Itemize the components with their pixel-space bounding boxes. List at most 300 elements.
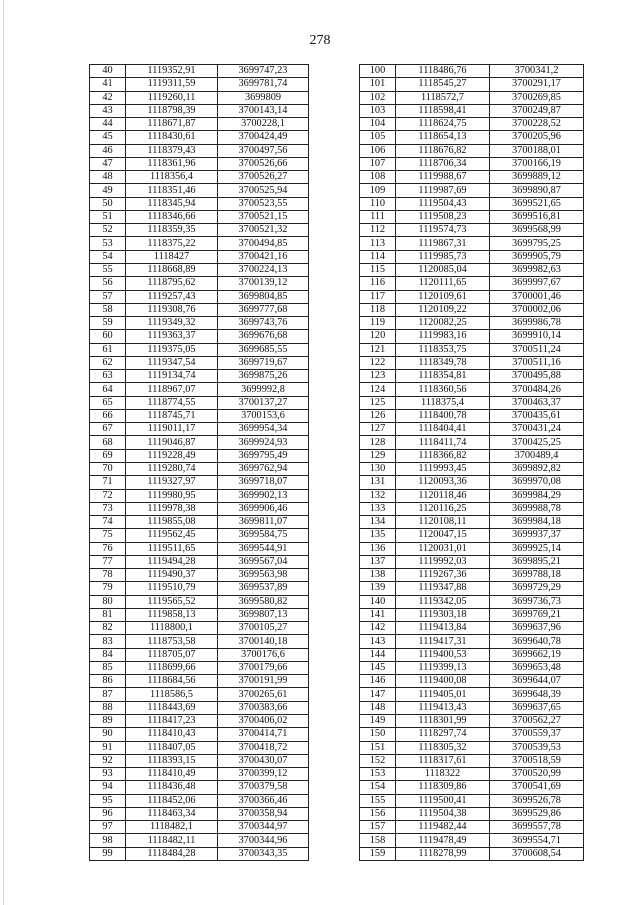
table-row (90, 277, 309, 290)
y-coordinate-cell: 3700424,49 (218, 131, 309, 144)
point-number-cell: 58 (90, 303, 126, 316)
y-coordinate-cell: 3699648,39 (490, 688, 584, 701)
x-coordinate-cell: 1118301,99 (396, 715, 490, 728)
x-coordinate-cell: 1119855,08 (126, 516, 218, 529)
y-coordinate-cell: 3699554,71 (490, 834, 584, 847)
y-coordinate-cell: 3700379,58 (218, 781, 309, 794)
point-number-cell: 84 (90, 648, 126, 661)
point-number-cell: 53 (90, 237, 126, 250)
point-number-cell: 116 (360, 277, 396, 290)
table-row (360, 794, 584, 807)
point-number-cell: 52 (90, 224, 126, 237)
y-coordinate-cell: 3700188,01 (490, 144, 584, 157)
point-number-cell: 45 (90, 131, 126, 144)
x-coordinate-cell: 1118671,87 (126, 118, 218, 131)
table-row (360, 489, 584, 502)
point-number-cell: 115 (360, 263, 396, 276)
y-coordinate-cell: 3700526,66 (218, 157, 309, 170)
table-row (90, 715, 309, 728)
x-coordinate-cell: 1118482,1 (126, 821, 218, 834)
point-number-cell: 83 (90, 635, 126, 648)
x-coordinate-cell: 1119993,45 (396, 462, 490, 475)
y-coordinate-cell: 3699902,13 (218, 489, 309, 502)
y-coordinate-cell: 3700269,85 (490, 91, 584, 104)
y-coordinate-cell: 3699544,91 (218, 542, 309, 555)
x-coordinate-cell: 1118463,34 (126, 807, 218, 820)
x-coordinate-cell: 1118354,81 (396, 370, 490, 383)
point-number-cell: 66 (90, 409, 126, 422)
y-coordinate-cell: 3700139,12 (218, 277, 309, 290)
point-number-cell: 64 (90, 383, 126, 396)
y-coordinate-cell: 3700176,6 (218, 648, 309, 661)
point-number-cell: 91 (90, 741, 126, 754)
x-coordinate-cell: 1119280,74 (126, 462, 218, 475)
point-number-cell: 48 (90, 171, 126, 184)
table-row (360, 648, 584, 661)
y-coordinate-cell: 3700526,27 (218, 171, 309, 184)
table-row (90, 303, 309, 316)
point-number-cell: 139 (360, 582, 396, 595)
table-row (360, 728, 584, 741)
x-coordinate-cell: 1118795,62 (126, 277, 218, 290)
x-coordinate-cell: 1118967,07 (126, 383, 218, 396)
x-coordinate-cell: 1120109,61 (396, 290, 490, 303)
point-number-cell: 144 (360, 648, 396, 661)
x-coordinate-cell: 1118322 (396, 768, 490, 781)
x-coordinate-cell: 1119405,01 (396, 688, 490, 701)
point-number-cell: 80 (90, 595, 126, 608)
x-coordinate-cell: 1118375,4 (396, 396, 490, 409)
table-row (360, 224, 584, 237)
table-row (360, 65, 584, 78)
y-coordinate-cell: 3700143,14 (218, 104, 309, 117)
x-coordinate-cell: 1118676,82 (396, 144, 490, 157)
y-coordinate-cell: 3699982,63 (490, 263, 584, 276)
y-coordinate-cell: 3700137,27 (218, 396, 309, 409)
table-row (360, 436, 584, 449)
x-coordinate-cell: 1119134,74 (126, 370, 218, 383)
point-number-cell: 136 (360, 542, 396, 555)
point-number-cell: 41 (90, 78, 126, 91)
table-row (90, 409, 309, 422)
point-number-cell: 158 (360, 834, 396, 847)
point-number-cell: 137 (360, 555, 396, 568)
y-coordinate-cell: 3699954,34 (218, 423, 309, 436)
x-coordinate-cell: 1119980,95 (126, 489, 218, 502)
point-number-cell: 78 (90, 569, 126, 582)
y-coordinate-cell: 3700366,46 (218, 794, 309, 807)
x-coordinate-cell: 1118598,41 (396, 104, 490, 117)
table-row (90, 157, 309, 170)
table-row (360, 661, 584, 674)
x-coordinate-cell: 1118798,39 (126, 104, 218, 117)
x-coordinate-cell: 1118404,41 (396, 423, 490, 436)
y-coordinate-cell: 3700249,87 (490, 104, 584, 117)
y-coordinate-cell: 3699905,79 (490, 250, 584, 263)
y-coordinate-cell: 3700153,6 (218, 409, 309, 422)
x-coordinate-cell: 1119011,17 (126, 423, 218, 436)
y-coordinate-cell: 3699895,21 (490, 555, 584, 568)
y-coordinate-cell: 3699644,07 (490, 675, 584, 688)
table-row (90, 781, 309, 794)
point-number-cell: 105 (360, 131, 396, 144)
y-coordinate-cell: 3699788,18 (490, 569, 584, 582)
y-coordinate-cell: 3700228,52 (490, 118, 584, 131)
point-number-cell: 141 (360, 608, 396, 621)
point-number-cell: 123 (360, 370, 396, 383)
y-coordinate-cell: 3700228,1 (218, 118, 309, 131)
point-number-cell: 156 (360, 807, 396, 820)
x-coordinate-cell: 1119046,87 (126, 436, 218, 449)
x-coordinate-cell: 1119375,05 (126, 343, 218, 356)
x-coordinate-cell: 1120093,36 (396, 476, 490, 489)
table-row (90, 675, 309, 688)
table-row (360, 144, 584, 157)
table-row (360, 118, 584, 131)
point-number-cell: 87 (90, 688, 126, 701)
point-number-cell: 143 (360, 635, 396, 648)
x-coordinate-cell: 1118443,69 (126, 701, 218, 714)
y-coordinate-cell: 3699521,65 (490, 197, 584, 210)
point-number-cell: 86 (90, 675, 126, 688)
x-coordinate-cell: 1118753,58 (126, 635, 218, 648)
y-coordinate-cell: 3699529,86 (490, 807, 584, 820)
y-coordinate-cell: 3700435,61 (490, 409, 584, 422)
table-row (90, 370, 309, 383)
point-number-cell: 75 (90, 529, 126, 542)
table-row (90, 622, 309, 635)
y-coordinate-cell: 3699557,78 (490, 821, 584, 834)
x-coordinate-cell: 1119490,37 (126, 569, 218, 582)
table-row (360, 78, 584, 91)
y-coordinate-cell: 3699777,68 (218, 303, 309, 316)
x-coordinate-cell: 1118654,13 (396, 131, 490, 144)
table-row (360, 847, 584, 860)
y-coordinate-cell: 3699637,96 (490, 622, 584, 635)
x-coordinate-cell: 1119565,52 (126, 595, 218, 608)
table-row (90, 78, 309, 91)
point-number-cell: 119 (360, 317, 396, 330)
point-number-cell: 157 (360, 821, 396, 834)
table-row (90, 648, 309, 661)
table-row (360, 807, 584, 820)
point-number-cell: 154 (360, 781, 396, 794)
point-number-cell: 110 (360, 197, 396, 210)
y-coordinate-cell: 3699937,37 (490, 529, 584, 542)
y-coordinate-cell: 3700608,54 (490, 847, 584, 860)
point-number-cell: 114 (360, 250, 396, 263)
x-coordinate-cell: 1118375,22 (126, 237, 218, 250)
table-row (90, 356, 309, 369)
table-row (90, 237, 309, 250)
y-coordinate-cell: 3699637,65 (490, 701, 584, 714)
table-row (90, 834, 309, 847)
table-row (360, 423, 584, 436)
x-coordinate-cell: 1119257,43 (126, 290, 218, 303)
x-coordinate-cell: 1118452,06 (126, 794, 218, 807)
table-row (90, 343, 309, 356)
point-number-cell: 68 (90, 436, 126, 449)
table-row (90, 118, 309, 131)
x-coordinate-cell: 1119413,84 (396, 622, 490, 635)
x-coordinate-cell: 1119400,53 (396, 648, 490, 661)
table-row (360, 157, 584, 170)
table-row (90, 184, 309, 197)
point-number-cell: 117 (360, 290, 396, 303)
y-coordinate-cell: 3700484,26 (490, 383, 584, 396)
point-number-cell: 101 (360, 78, 396, 91)
table-row (90, 807, 309, 820)
x-coordinate-cell: 1118417,23 (126, 715, 218, 728)
y-coordinate-cell: 3699809 (218, 91, 309, 104)
x-coordinate-cell: 1119413,43 (396, 701, 490, 714)
y-coordinate-cell: 3700430,07 (218, 754, 309, 767)
point-number-cell: 40 (90, 65, 126, 78)
point-number-cell: 72 (90, 489, 126, 502)
x-coordinate-cell: 1119399,13 (396, 661, 490, 674)
x-coordinate-cell: 1118366,82 (396, 449, 490, 462)
x-coordinate-cell: 1118774,55 (126, 396, 218, 409)
table-row (90, 595, 309, 608)
y-coordinate-cell: 3699516,81 (490, 210, 584, 223)
y-coordinate-cell: 3700511,24 (490, 343, 584, 356)
point-number-cell: 111 (360, 210, 396, 223)
x-coordinate-cell: 1118484,28 (126, 847, 218, 860)
x-coordinate-cell: 1118699,66 (126, 661, 218, 674)
table-row (360, 370, 584, 383)
point-number-cell: 62 (90, 356, 126, 369)
y-coordinate-cell: 3699988,78 (490, 502, 584, 515)
y-coordinate-cell: 3699910,14 (490, 330, 584, 343)
x-coordinate-cell: 1119987,69 (396, 184, 490, 197)
table-row (360, 608, 584, 621)
table-row (90, 794, 309, 807)
x-coordinate-cell: 1119260,11 (126, 91, 218, 104)
y-coordinate-cell: 3700205,96 (490, 131, 584, 144)
point-number-cell: 90 (90, 728, 126, 741)
point-number-cell: 42 (90, 91, 126, 104)
coordinates-table-right (359, 64, 584, 861)
table-row (360, 768, 584, 781)
x-coordinate-cell: 1118356,4 (126, 171, 218, 184)
x-coordinate-cell: 1118351,46 (126, 184, 218, 197)
table-row (90, 462, 309, 475)
y-coordinate-cell: 3699762,94 (218, 462, 309, 475)
table-row (90, 476, 309, 489)
point-number-cell: 103 (360, 104, 396, 117)
x-coordinate-cell: 1118353,75 (396, 343, 490, 356)
y-coordinate-cell: 3699567,04 (218, 555, 309, 568)
point-number-cell: 150 (360, 728, 396, 741)
point-number-cell: 120 (360, 330, 396, 343)
y-coordinate-cell: 3700344,97 (218, 821, 309, 834)
y-coordinate-cell: 3699890,87 (490, 184, 584, 197)
table-row (90, 449, 309, 462)
x-coordinate-cell: 1119311,59 (126, 78, 218, 91)
x-coordinate-cell: 1119988,67 (396, 171, 490, 184)
table-row (360, 356, 584, 369)
point-number-cell: 88 (90, 701, 126, 714)
table-row (90, 516, 309, 529)
point-number-cell: 133 (360, 502, 396, 515)
table-row (90, 728, 309, 741)
y-coordinate-cell: 3699676,68 (218, 330, 309, 343)
table-row (90, 688, 309, 701)
point-number-cell: 124 (360, 383, 396, 396)
point-number-cell: 76 (90, 542, 126, 555)
table-row (360, 476, 584, 489)
y-coordinate-cell: 3700140,18 (218, 635, 309, 648)
point-number-cell: 74 (90, 516, 126, 529)
table-row (360, 210, 584, 223)
table-row (90, 383, 309, 396)
x-coordinate-cell: 1119352,91 (126, 65, 218, 78)
point-number-cell: 130 (360, 462, 396, 475)
y-coordinate-cell: 3700001,46 (490, 290, 584, 303)
point-number-cell: 135 (360, 529, 396, 542)
y-coordinate-cell: 3699889,12 (490, 171, 584, 184)
point-number-cell: 56 (90, 277, 126, 290)
y-coordinate-cell: 3700523,55 (218, 197, 309, 210)
point-number-cell: 102 (360, 91, 396, 104)
x-coordinate-cell: 1120082,25 (396, 317, 490, 330)
y-coordinate-cell: 3700559,37 (490, 728, 584, 741)
y-coordinate-cell: 3699719,67 (218, 356, 309, 369)
table-row (90, 768, 309, 781)
table-row (90, 396, 309, 409)
y-coordinate-cell: 3700521,32 (218, 224, 309, 237)
table-row (360, 834, 584, 847)
y-coordinate-cell: 3699743,76 (218, 317, 309, 330)
y-coordinate-cell: 3699563,98 (218, 569, 309, 582)
x-coordinate-cell: 1119562,45 (126, 529, 218, 542)
point-number-cell: 104 (360, 118, 396, 131)
point-number-cell: 77 (90, 555, 126, 568)
table-row (90, 701, 309, 714)
table-row (360, 250, 584, 263)
point-number-cell: 159 (360, 847, 396, 860)
y-coordinate-cell: 3700166,19 (490, 157, 584, 170)
point-number-cell: 142 (360, 622, 396, 635)
point-number-cell: 95 (90, 794, 126, 807)
point-number-cell: 132 (360, 489, 396, 502)
table-row (90, 754, 309, 767)
y-coordinate-cell: 3699811,07 (218, 516, 309, 529)
point-number-cell: 118 (360, 303, 396, 316)
point-number-cell: 106 (360, 144, 396, 157)
table-row (90, 224, 309, 237)
x-coordinate-cell: 1118572,7 (396, 91, 490, 104)
point-number-cell: 47 (90, 157, 126, 170)
table-row (90, 104, 309, 117)
x-coordinate-cell: 1119858,13 (126, 608, 218, 621)
table-row (90, 489, 309, 502)
y-coordinate-cell: 3699925,14 (490, 542, 584, 555)
point-number-cell: 44 (90, 118, 126, 131)
point-number-cell: 81 (90, 608, 126, 621)
y-coordinate-cell: 3699729,29 (490, 582, 584, 595)
x-coordinate-cell: 1118410,43 (126, 728, 218, 741)
y-coordinate-cell: 3699986,78 (490, 317, 584, 330)
table-row (360, 821, 584, 834)
table-row (360, 715, 584, 728)
table-row (90, 569, 309, 582)
x-coordinate-cell: 1119363,37 (126, 330, 218, 343)
y-coordinate-cell: 3700463,37 (490, 396, 584, 409)
point-number-cell: 149 (360, 715, 396, 728)
point-number-cell: 89 (90, 715, 126, 728)
table-row (90, 635, 309, 648)
x-coordinate-cell: 1118359,35 (126, 224, 218, 237)
point-number-cell: 147 (360, 688, 396, 701)
x-coordinate-cell: 1119510,79 (126, 582, 218, 595)
x-coordinate-cell: 1119347,88 (396, 582, 490, 595)
table-row (360, 277, 584, 290)
y-coordinate-cell: 3699747,23 (218, 65, 309, 78)
table-row (360, 303, 584, 316)
y-coordinate-cell: 3700562,27 (490, 715, 584, 728)
table-row (360, 131, 584, 144)
table-row (360, 237, 584, 250)
point-number-cell: 107 (360, 157, 396, 170)
point-number-cell: 100 (360, 65, 396, 78)
x-coordinate-cell: 1118393,15 (126, 754, 218, 767)
y-coordinate-cell: 3700421,16 (218, 250, 309, 263)
x-coordinate-cell: 1119482,44 (396, 821, 490, 834)
x-coordinate-cell: 1119228,49 (126, 449, 218, 462)
y-coordinate-cell: 3699781,74 (218, 78, 309, 91)
y-coordinate-cell: 3700489,4 (490, 449, 584, 462)
y-coordinate-cell: 3699718,07 (218, 476, 309, 489)
point-number-cell: 113 (360, 237, 396, 250)
y-coordinate-cell: 3699984,29 (490, 489, 584, 502)
y-coordinate-cell: 3699795,49 (218, 449, 309, 462)
y-coordinate-cell: 3699526,78 (490, 794, 584, 807)
table-row (90, 317, 309, 330)
table-row (360, 741, 584, 754)
y-coordinate-cell: 3700518,59 (490, 754, 584, 767)
y-coordinate-cell: 3700521,15 (218, 210, 309, 223)
table-row (360, 569, 584, 582)
point-number-cell: 128 (360, 436, 396, 449)
x-coordinate-cell: 1119574,73 (396, 224, 490, 237)
x-coordinate-cell: 1119867,31 (396, 237, 490, 250)
x-coordinate-cell: 1119327,97 (126, 476, 218, 489)
y-coordinate-cell: 3699537,89 (218, 582, 309, 595)
table-row (360, 317, 584, 330)
table-row (360, 542, 584, 555)
y-coordinate-cell: 3700179,66 (218, 661, 309, 674)
table-row (90, 263, 309, 276)
y-coordinate-cell: 3699984,18 (490, 516, 584, 529)
x-coordinate-cell: 1118349,78 (396, 356, 490, 369)
x-coordinate-cell: 1120108,11 (396, 516, 490, 529)
point-number-cell: 49 (90, 184, 126, 197)
coordinates-table-left (89, 64, 309, 861)
table-row (360, 184, 584, 197)
point-number-cell: 134 (360, 516, 396, 529)
point-number-cell: 63 (90, 370, 126, 383)
table-row (360, 409, 584, 422)
x-coordinate-cell: 1119267,36 (396, 569, 490, 582)
y-coordinate-cell: 3700525,94 (218, 184, 309, 197)
table-row (360, 330, 584, 343)
y-coordinate-cell: 3700495,88 (490, 370, 584, 383)
table-row (360, 91, 584, 104)
x-coordinate-cell: 1118705,07 (126, 648, 218, 661)
y-coordinate-cell: 3700497,56 (218, 144, 309, 157)
y-coordinate-cell: 3699769,21 (490, 608, 584, 621)
